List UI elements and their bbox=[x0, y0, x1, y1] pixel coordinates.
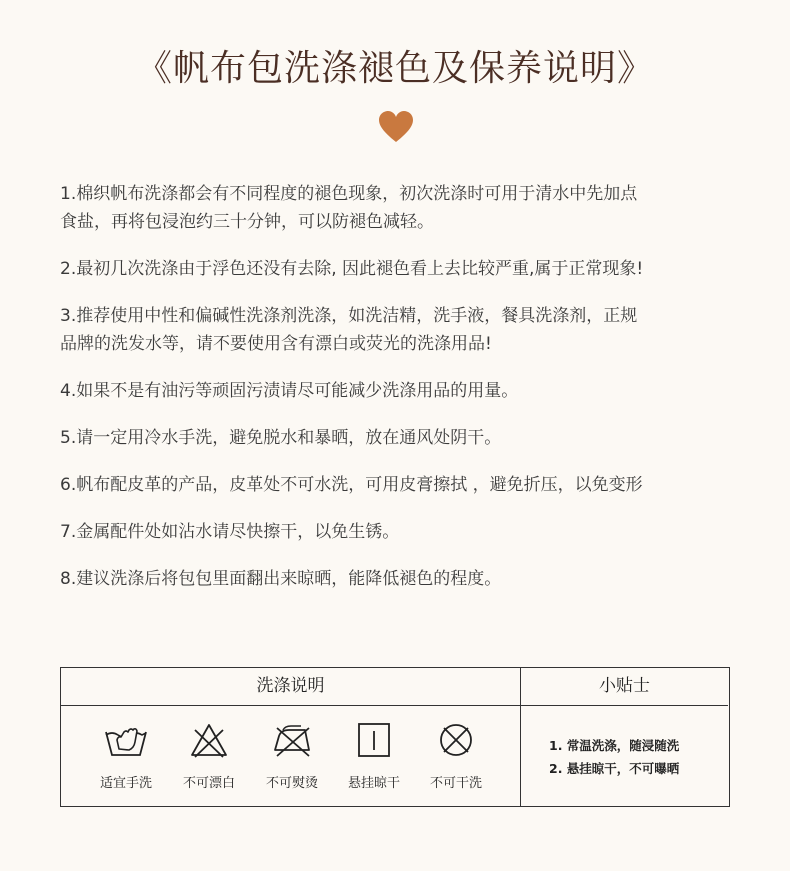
instruction-item: 3.推荐使用中性和偏碱性洗涤剂洗涤，如洗洁精，洗手液，餐具洗涤剂，正规 品牌的洗发水等，请不要使用含有漂白或荧光的洗涤用品! bbox=[60, 306, 638, 354]
care-symbol bbox=[333, 722, 415, 791]
heart-icon bbox=[378, 110, 414, 144]
no-dry-clean-icon bbox=[438, 722, 474, 758]
tips-panel bbox=[521, 668, 728, 806]
care-symbol bbox=[415, 722, 497, 791]
instruction-item: 4.如果不是有油污等顽固污渍请尽可能减少洗涤用品的用量。 bbox=[60, 381, 519, 401]
care-symbol-label: 不可干洗 bbox=[429, 776, 482, 791]
care-table bbox=[60, 667, 730, 807]
no-iron-icon bbox=[271, 722, 313, 758]
care-symbol bbox=[251, 722, 333, 791]
instruction-item: 7.金属配件处如沾水请尽快擦干，以免生锈。 bbox=[60, 522, 400, 542]
tips-header: 小贴士 bbox=[521, 668, 728, 706]
tips-list bbox=[521, 706, 728, 806]
wash-instructions-panel bbox=[61, 668, 521, 806]
instruction-item: 6.帆布配皮革的产品，皮革处不可水洗，可用皮膏擦拭 ，避免折压，以免变形 bbox=[60, 475, 643, 495]
care-symbol-label: 不可熨烫 bbox=[265, 776, 318, 791]
instruction-item: 8.建议洗涤后将包包里面翻出来晾晒，能降低褪色的程度。 bbox=[60, 569, 502, 589]
care-symbol bbox=[168, 722, 250, 791]
instruction-item: 2.最初几次洗涤由于浮色还没有去除, 因此褪色看上去比较严重,属于正常现象! bbox=[60, 259, 644, 279]
care-symbol-label: 悬挂晾干 bbox=[347, 776, 400, 791]
no-bleach-icon bbox=[189, 722, 229, 758]
instruction-item: 5.请一定用冷水手洗，避免脱水和暴晒，放在通风处阴干。 bbox=[60, 428, 502, 448]
wash-instructions-header: 洗涤说明 bbox=[61, 668, 520, 706]
care-symbol-label: 适宜手洗 bbox=[99, 776, 152, 791]
tip-item: 2. 悬挂晾干，不可曝晒 bbox=[549, 761, 680, 776]
hang-dry-icon bbox=[356, 722, 392, 758]
care-symbols-row bbox=[61, 706, 520, 806]
tip-item: 1. 常温洗涤，随浸随洗 bbox=[549, 738, 680, 753]
instructions-list bbox=[60, 180, 740, 612]
instruction-item: 1.棉织帆布洗涤都会有不同程度的褪色现象，初次洗涤时可用于清水中先加点 食盐，再将包浸泡约三十分钟，可以防褪色减轻。 bbox=[60, 184, 638, 232]
page-title: 《帆布包洗涤褪色及保养说明》 bbox=[135, 48, 654, 89]
hand-wash-icon bbox=[103, 722, 149, 758]
care-symbol bbox=[85, 722, 167, 791]
care-symbol-label: 不可漂白 bbox=[182, 776, 235, 791]
